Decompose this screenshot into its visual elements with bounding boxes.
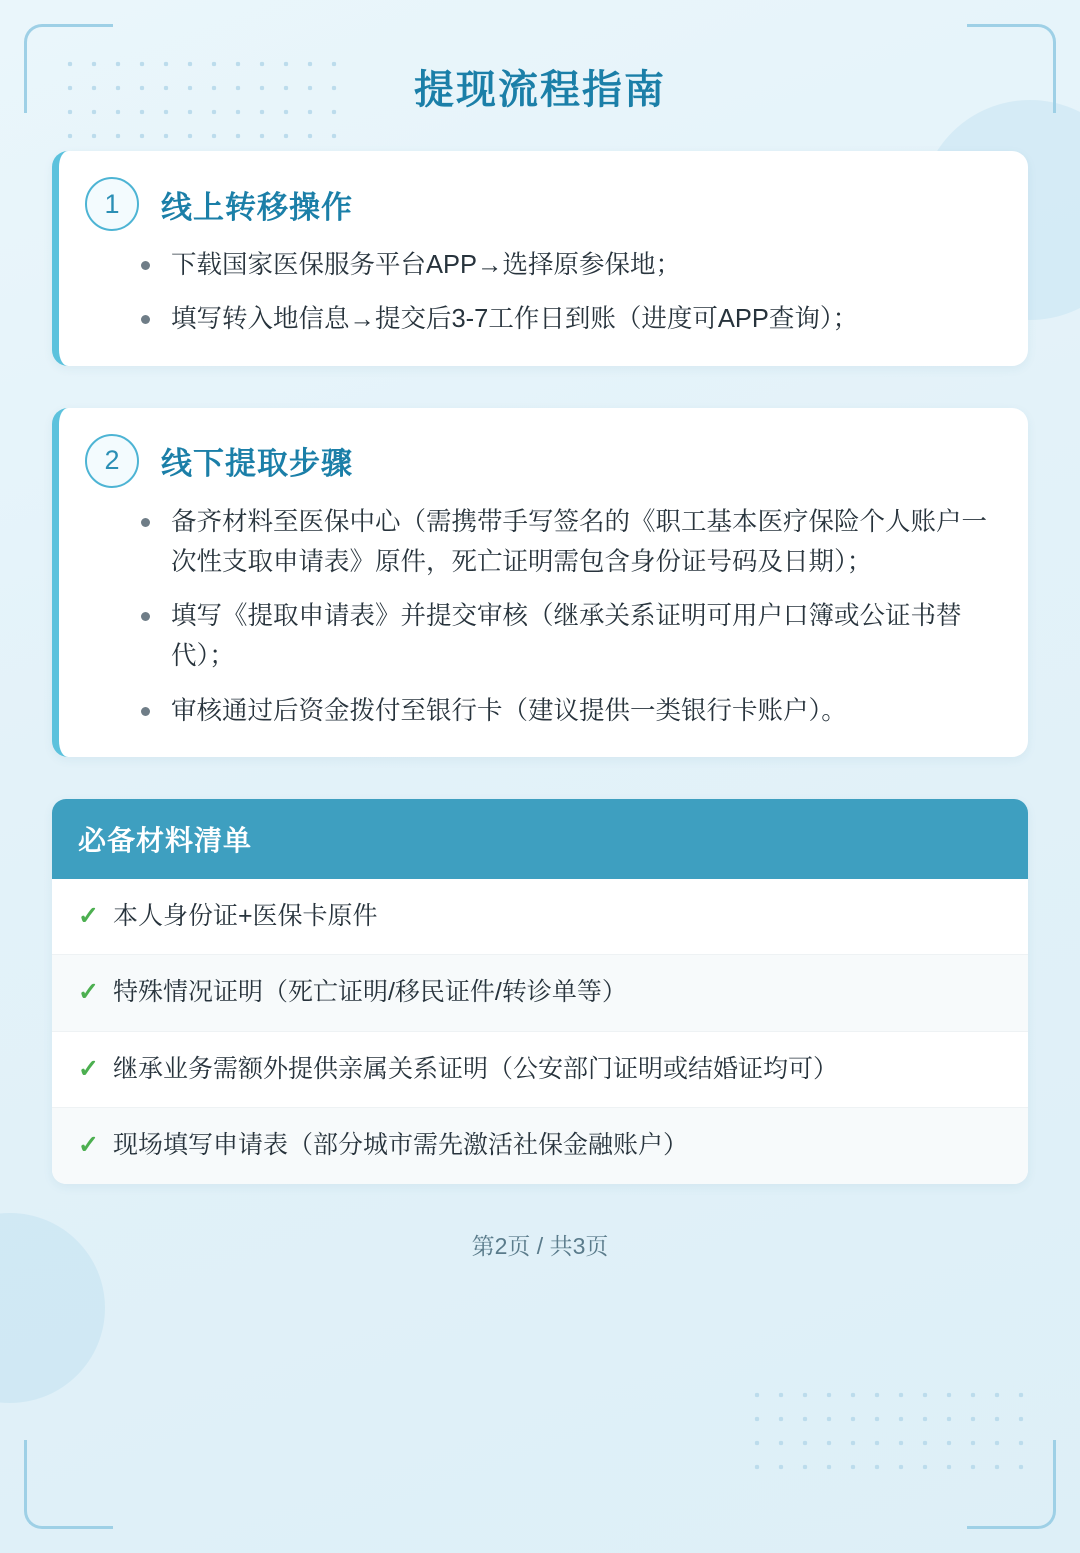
table-row — [52, 1108, 1028, 1184]
step-title-2: 线下提取步骤 — [161, 446, 353, 482]
list-item: 填写转入地信息→提交后3-7工作日到账（进度可APP查询）； — [137, 299, 994, 339]
step-bullet-list-2 — [85, 502, 994, 731]
check-icon: ✓ — [78, 901, 99, 930]
list-item: 下载国家医保服务平台APP→选择原参保地； — [137, 245, 994, 285]
table-row — [52, 955, 1028, 1032]
list-item: 填写《提取申请表》并提交审核（继承关系证明可用户口簿或公证书替代）； — [137, 596, 994, 677]
step-card-2 — [52, 408, 1028, 757]
page-title: 提现流程指南 — [414, 68, 666, 112]
step-header-2 — [85, 434, 994, 488]
material-label: 现场填写申请表（部分城市需先激活社保金融账户） — [112, 1131, 688, 1160]
list-item: 备齐材料至医保中心（需携带手写签名的《职工基本医疗保险个人账户一次性支取申请表》原件，死亡证明需包含身份证号码及日期）； — [137, 502, 994, 583]
frame-corner-bottom-right — [967, 1440, 1056, 1529]
material-label: 特殊情况证明（死亡证明/移民证件/转诊单等） — [112, 978, 627, 1007]
table-row — [52, 879, 1028, 956]
material-label: 继承业务需额外提供亲属关系证明（公安部门证明或结婚证均可） — [112, 1054, 838, 1083]
materials-panel — [52, 799, 1028, 1184]
page-indicator: 第2页 / 共3页 — [471, 1232, 609, 1259]
step-number-badge-1: 1 — [85, 177, 139, 231]
frame-corner-bottom-left — [24, 1440, 113, 1529]
check-icon: ✓ — [78, 1054, 99, 1083]
list-item: 审核通过后资金拨付至银行卡（建议提供一类银行卡账户）。 — [137, 691, 994, 731]
check-icon: ✓ — [78, 978, 99, 1007]
step-title-1: 线上转移操作 — [161, 189, 353, 225]
step-header-1 — [85, 177, 994, 231]
table-row — [52, 1032, 1028, 1109]
materials-panel-title: 必备材料清单 — [52, 799, 1028, 879]
step-number-badge-2: 2 — [85, 434, 139, 488]
step-card-1 — [52, 151, 1028, 366]
step-bullet-list-1 — [85, 245, 994, 340]
check-icon: ✓ — [78, 1131, 99, 1160]
material-label: 本人身份证+医保卡原件 — [112, 901, 378, 930]
